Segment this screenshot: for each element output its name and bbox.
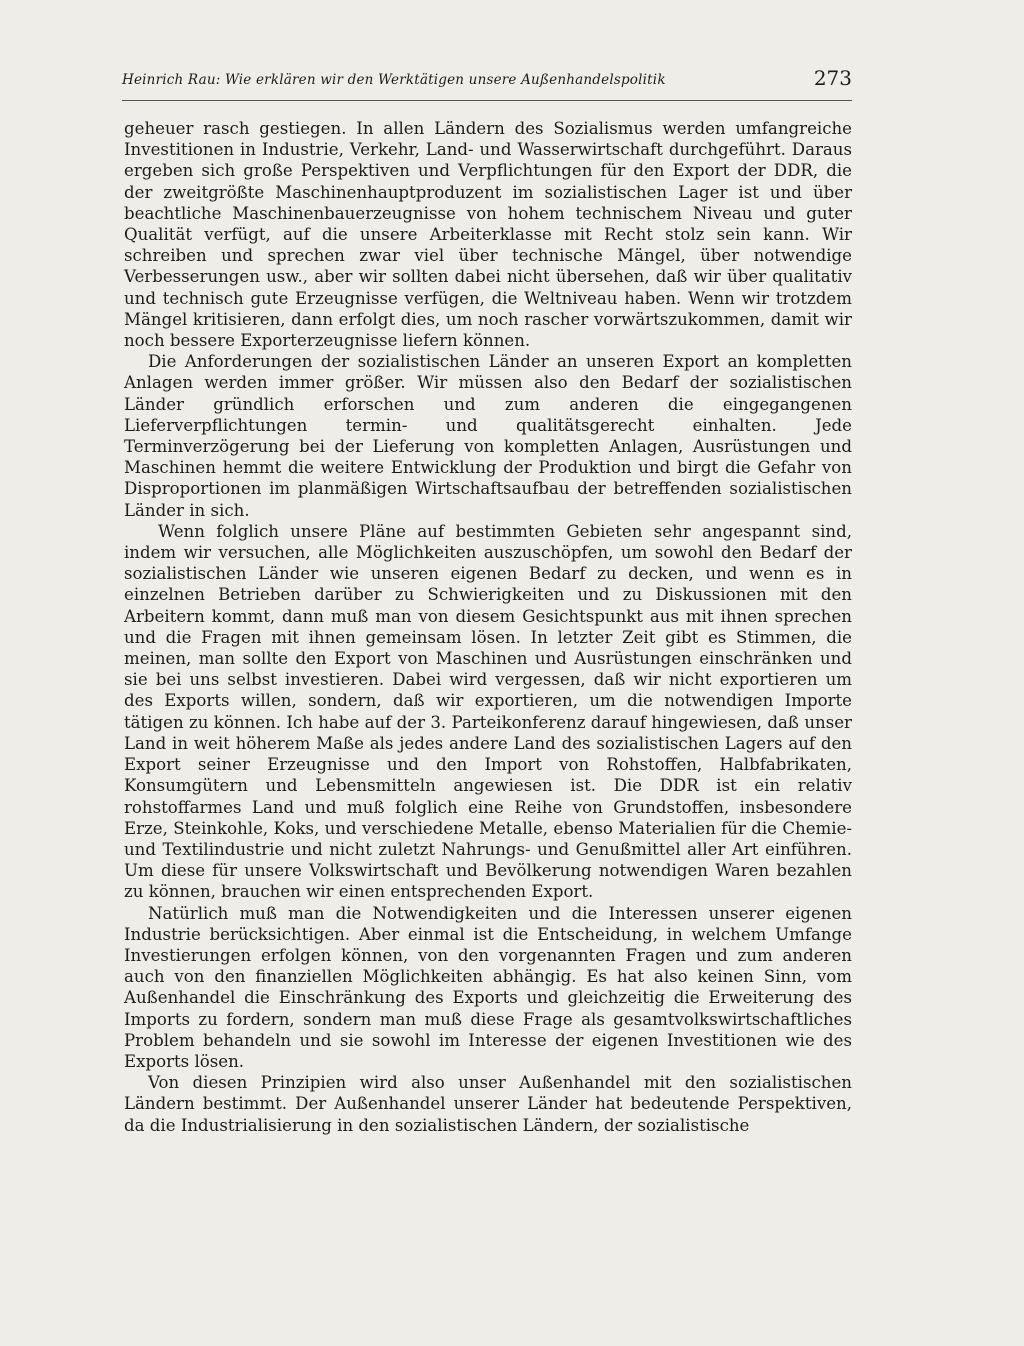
body-text (124, 118, 852, 1136)
page-number: 273 (813, 66, 852, 90)
paragraph-1: geheuer rasch gestiegen. In allen Ländern des Sozialismus werden umfangreiche Investitionen in Industrie, Verkehr, Land- und Wasserwirtschaft durchgeführt. Daraus ergeben sich große Perspektiven und Verpflichtungen für den Export der DDR, die der zweitgrößte Maschinenhauptproduzent im sozialistischen Lager ist und über beachtliche Maschinenbauerzeugnisse von hohem technischem Niveau und guter Qualität verfügt, auf die unsere Arbeiterklasse mit Recht stolz sein kann. Wir schreiben und sprechen zwar viel über technische Mängel, über notwendige Verbesserungen usw., aber wir sollten dabei nicht übersehen, daß wir über qualitativ und technisch gute Erzeugnisse verfügen, die Weltniveau haben. Wenn wir trotzdem Mängel kritisieren, dann erfolgt dies, um noch rascher vorwärtszukommen, damit wir noch bessere Exporterzeugnisse liefern können. (124, 119, 852, 351)
paragraph-4: Natürlich muß man die Notwendigkeiten und die Interessen unserer eigenen Industrie berücksichtigen. Aber einmal ist die Entscheidung, in welchem Umfange Investierungen erfolgen können, von den vorgenannten Fragen und zum anderen auch von den finanziellen Möglichkeiten abhängig. Es hat also keinen Sinn, vom Außenhandel die Einschränkung des Exports und gleichzeitig die Erweiterung des Imports zu fordern, sondern man muß diese Frage als gesamtvolkswirtschaftliches Problem behandeln und sie sowohl im Interesse der eigenen Investitionen wie des Exports lösen. (124, 903, 852, 1071)
page-header (122, 66, 852, 96)
running-title: Heinrich Rau: Wie erklären wir den Werktätigen unsere Außenhandelspolitik (122, 72, 666, 88)
paragraph-3: Wenn folglich unsere Pläne auf bestimmten Gebieten sehr angespannt sind, indem wir versuchen, alle Möglichkeiten auszuschöpfen, um sowohl den Bedarf der sozialistischen Länder wie unseren eigenen Bedarf zu decken, und wenn es in einzelnen Betrieben darüber zu Schwierigkeiten und zu Diskussionen mit den Arbeitern kommt, dann muß man von diesem Gesichtspunkt aus mit ihnen sprechen und die Fragen mit ihnen gemeinsam lösen. In letzter Zeit gibt es Stimmen, die meinen, man sollte den Export von Maschinen und Ausrüstungen einschränken und sie bei uns selbst investieren. Dabei wird vergessen, daß wir nicht exportieren um des Exports willen, sondern, daß wir exportieren, um die notwendigen Importe tätigen zu können. Ich habe auf der 3. Parteikonferenz darauf hingewiesen, daß unser Land in weit höherem Maße als jedes andere Land des sozialistischen Lagers auf den Export seiner Erzeugnisse und den Import von Rohstoffen, Halbfabrikaten, Konsumgütern und Lebensmitteln angewiesen ist. Die DDR ist ein relativ rohstoffarmes Land und muß folglich eine Reihe von Grundstoffen, insbesondere Erze, Steinkohle, Koks, und verschiedene Metalle, ebenso Materialien für die Chemie- und Textilindustrie und nicht zuletzt Nahrungs- und Genußmittel aller Art einführen. Um diese für unsere Volkswirtschaft und Bevölkerung notwendigen Waren bezahlen zu können, brauchen wir einen entsprechenden Export. (124, 521, 852, 902)
header-rule (122, 100, 852, 101)
paragraph-2: Die Anforderungen der sozialistischen Länder an unseren Export an kompletten Anlagen werden immer größer. Wir müssen also den Bedarf der sozialistischen Länder gründlich erforschen und zum anderen die eingegangenen Lieferverpflichtungen termin- und qualitätsgerecht einhalten. Jede Terminverzögerung bei der Lieferung von kompletten Anlagen, Ausrüstungen und Maschinen hemmt die weitere Entwicklung der Produktion und birgt die Gefahr von Disproportionen im planmäßigen Wirtschaftsaufbau der betreffenden sozialistischen Länder in sich. (124, 352, 852, 520)
paragraph-5: Von diesen Prinzipien wird also unser Außenhandel mit den sozialistischen Ländern bestimmt. Der Außenhandel unserer Länder hat bedeutende Perspektiven, da die Industrialisierung in den sozialistischen Ländern, der sozialistische (124, 1073, 852, 1135)
